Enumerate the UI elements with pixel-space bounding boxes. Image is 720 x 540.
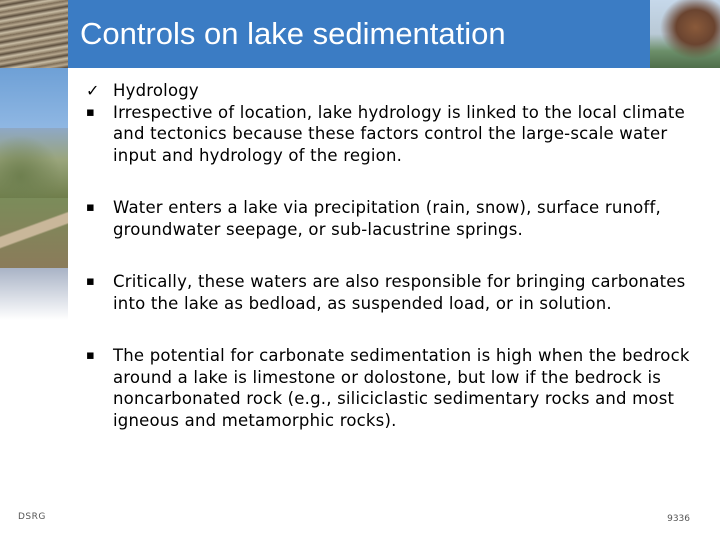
sky-photo [0,68,68,128]
square-bullet-icon: ▪ [86,348,96,363]
slide-title: Controls on lake sedimentation [80,16,506,51]
bullet-text: Critically, these waters are also responsible for bringing carbonates into the lake as bedload, as suspended load, or in solution. [113,272,686,313]
title-bar [68,0,650,68]
bullet-text: The potential for carbonate sedimentation is high when the bedrock around a lake is limestone or dolostone, but low if the bedrock is noncarbonated rock (e.g., siliciclastic sedimentary rocks and most igneous and metamorphic rocks). [113,346,690,430]
square-bullet-icon: ▪ [86,274,96,289]
list-item [86,345,696,431]
decorative-photo-strip [0,0,68,320]
rock-layers-photo [0,0,68,68]
section-heading: Hydrology [113,81,199,100]
checkmark-icon: ✓ [86,81,100,100]
valley-photo [0,128,68,198]
heading-row [86,80,696,102]
coastal-rock-photo [650,0,720,68]
slide-content [86,80,696,431]
photo-fade [0,268,68,320]
list-item [86,102,696,167]
footer-label: DSRG [18,512,46,522]
square-bullet-icon: ▪ [86,200,96,215]
river-photo [0,198,68,268]
list-item [86,271,696,314]
list-item [86,197,696,240]
slide-number: 9336 [667,514,690,524]
bullet-text: Irrespective of location, lake hydrology is linked to the local climate and tectonics because these factors control the large-scale water input and hydrology of the region. [113,102,685,165]
square-bullet-icon: ▪ [86,104,96,120]
bullet-text: Water enters a lake via precipitation (rain, snow), surface runoff, groundwater seepage, or sub-lacustrine springs. [113,198,661,239]
